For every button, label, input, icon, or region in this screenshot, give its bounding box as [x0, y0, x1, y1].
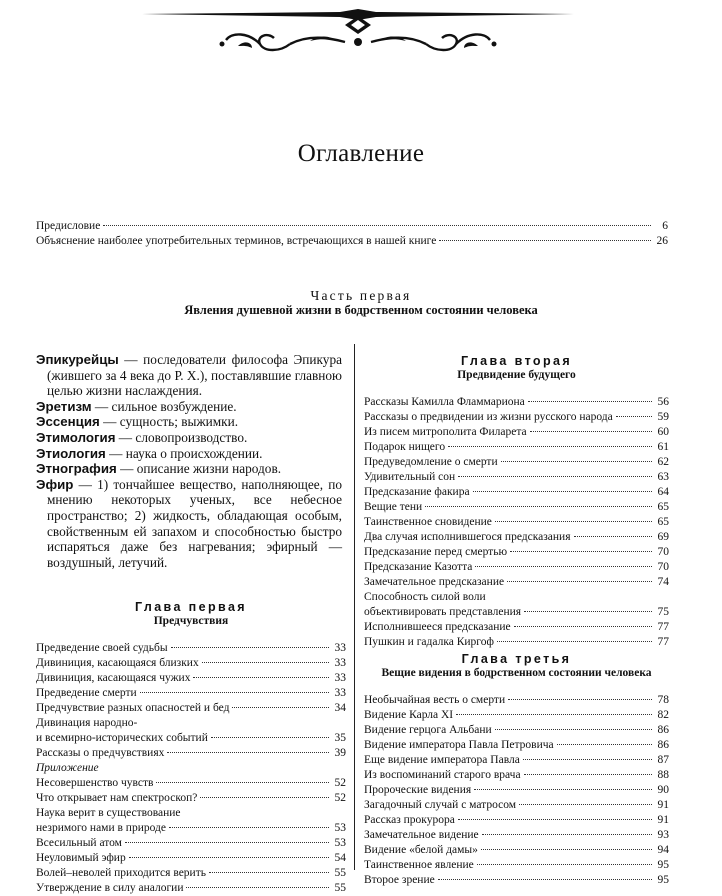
toc-entry-line1: Дивинация народно- [36, 717, 138, 729]
part-label: Часть первая [310, 288, 412, 303]
column-divider [354, 344, 355, 870]
toc-entry[interactable]: Вещие тени 65 [364, 501, 669, 513]
toc-entry[interactable]: Второе зрение 95 [364, 874, 669, 886]
glossary-entry: Этимология — словопроизводство. [36, 429, 248, 445]
toc-entry[interactable]: Еще видение императора Павла 87 [364, 754, 669, 766]
toc-entry[interactable]: Дивиниция, касающаяся близких 33 [36, 657, 346, 669]
toc-entry[interactable]: Предведение смерти 33 [36, 687, 346, 699]
toc-entry[interactable]: и всемирно-исторических событий 35 [36, 732, 346, 744]
toc-entry[interactable]: Дивиниция, касающаяся чужих 33 [36, 672, 346, 684]
toc-entry[interactable]: Предсказание перед смертью 70 [364, 546, 669, 558]
toc-entry[interactable]: Видение «белой дамы» 94 [364, 844, 669, 856]
toc-entry[interactable]: Предведение своей судьбы 33 [36, 642, 346, 654]
toc-entry[interactable]: Видение герцога Альбани 86 [364, 724, 669, 736]
toc-entry[interactable]: Пушкин и гадалка Киргоф 77 [364, 636, 669, 648]
part-title: Явления душевной жизни в бодрственном состоянии человека [184, 303, 538, 317]
toc-entry[interactable]: Рассказ прокурора 91 [364, 814, 669, 826]
toc-entry[interactable]: Пророческие видения 90 [364, 784, 669, 796]
chapter-label: Глава вторая [460, 354, 573, 368]
toc-entry-line1: Способность силой воли [364, 591, 486, 603]
toc-entry[interactable]: Предуведомление о смерти 62 [364, 456, 669, 468]
toc-entry[interactable]: Предсказание Казотта 70 [364, 561, 669, 573]
toc-entry[interactable]: незримого нами в природе 53 [36, 822, 346, 834]
glossary-entry: Этиология — наука о происхождении. [36, 445, 263, 461]
toc-entry[interactable]: Загадочный случай с матросом 91 [364, 799, 669, 811]
toc-entry[interactable]: Удивительный сон 63 [364, 471, 669, 483]
toc-entry[interactable]: Исполнившееся предсказание 77 [364, 621, 669, 633]
toc-entry[interactable]: Таинственное явление 95 [364, 859, 669, 871]
toc-entry[interactable]: объективировать представления 75 [364, 606, 669, 618]
toc-entry[interactable]: Предсказание факира 64 [364, 486, 669, 498]
chapter-title: Предчувствия [153, 615, 229, 627]
chapter-label: Глава третья [461, 652, 572, 666]
toc-entry[interactable]: Предчувствие разных опасностей и бед 34 [36, 702, 346, 714]
toc-entry[interactable]: Необычайная весть о смерти 78 [364, 694, 669, 706]
chapter-title: Предвидение будущего [457, 369, 576, 381]
glossary [36, 352, 342, 570]
toc-entry[interactable]: Рассказы о предчувствиях 39 [36, 747, 346, 759]
toc-entry[interactable]: Всесильный атом 53 [36, 837, 346, 849]
decorative-ornament [140, 8, 576, 54]
toc-entry[interactable]: Рассказы Камилла Фламмариона 56 [364, 396, 669, 408]
glossary-entry: Эссенция — сущность; выжимки. [36, 414, 239, 430]
chapter-3 [364, 652, 669, 888]
chapter-title: Вещие видения в бодрственном состоянии человека [381, 667, 652, 679]
toc-entry[interactable]: Видение императора Павла Петровича 86 [364, 739, 669, 751]
toc-entry[interactable]: Два случая исполнившегося предсказания 69 [364, 531, 669, 543]
page-title: Оглавление [297, 140, 425, 167]
toc-entry[interactable]: Из писем митрополита Филарета 60 [364, 426, 669, 438]
front-matter-list [36, 219, 668, 249]
toc-entry[interactable]: Объяснение наиболее употребительных терминов, встречающихся в нашей книге 26 [36, 235, 668, 247]
toc-entry[interactable]: Замечательное предсказание 74 [364, 576, 669, 588]
toc-entry[interactable]: Рассказы о предвидении из жизни русского народа 59 [364, 411, 669, 423]
glossary-entry: Эретизм — сильное возбуждение. [36, 398, 237, 414]
toc-entry[interactable]: Подарок нищего 61 [364, 441, 669, 453]
toc-entry[interactable]: Таинственное сновидение 65 [364, 516, 669, 528]
toc-entry-line1: Наука верит в существование [36, 807, 181, 819]
glossary-entry: Эфир — 1) тончайшее вещество, наполняющее, по мнению некоторых ученых, все небесное пространство; 2) жидкость, обладающая особым, свойственным ей запахом и способностью быстро испаряться даже без нагревания; эфирный — воздушный, летучий. [36, 476, 342, 570]
chapter-1 [36, 600, 346, 896]
chapter-label: Глава первая [134, 600, 247, 614]
toc-entry[interactable]: Волей–неволей приходится верить 55 [36, 867, 346, 879]
toc-entry[interactable]: Что открывает нам спектроскоп? 52 [36, 792, 346, 804]
toc-entry[interactable]: Видение Карла XI 82 [364, 709, 669, 721]
glossary-entry: Эпикурейцы — последователи философа Эпикура (жившего за 4 века до Р. Х.), поставлявшие главною целью жизни наслаждения. [36, 352, 342, 399]
appendix-label: Приложение [36, 762, 99, 774]
toc-entry[interactable]: Утверждение в силу аналогии 55 [36, 882, 346, 894]
toc-entry[interactable]: Предисловие 6 [36, 220, 668, 232]
toc-entry[interactable]: Замечательное видение 93 [364, 829, 669, 841]
toc-entry[interactable]: Несовершенство чувств 52 [36, 777, 346, 789]
glossary-entry: Этнография — описание жизни народов. [36, 461, 282, 477]
toc-entry[interactable]: Неуловимый эфир 54 [36, 852, 346, 864]
chapter-2 [364, 354, 669, 650]
toc-entry[interactable]: Из воспоминаний старого врача 88 [364, 769, 669, 781]
